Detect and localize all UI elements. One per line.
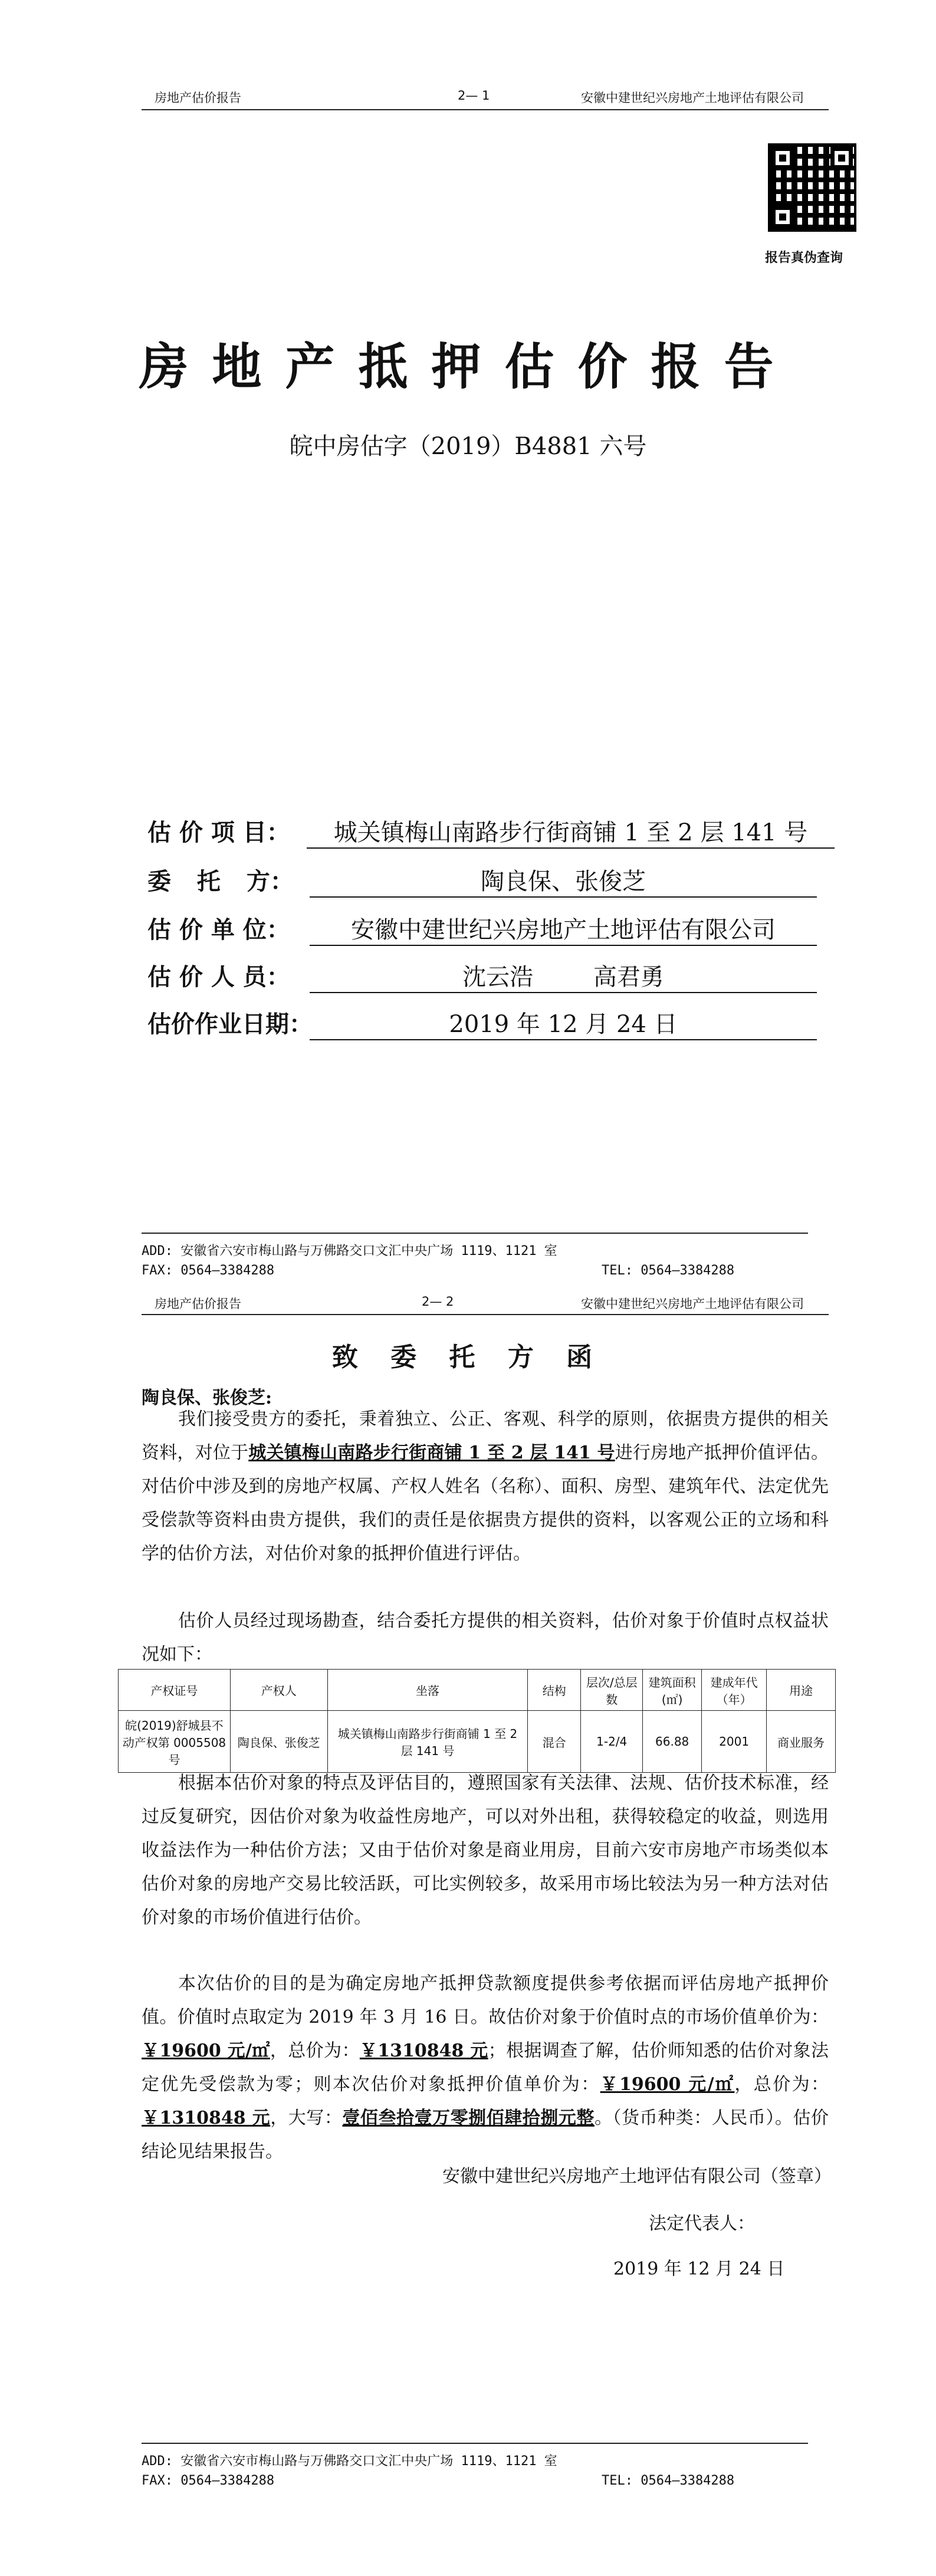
letter-paragraph-2: 估价人员经过现场勘查，结合委托方提供的相关资料，估价对象于价值时点权益状况如下： xyxy=(142,1611,829,1665)
table-cell: 混合 xyxy=(528,1711,581,1773)
field-value-work-date: 2019 年 12 月 24 日 xyxy=(310,1006,817,1040)
table-header-cell: 建成年代（年） xyxy=(702,1670,767,1711)
report-number: 皖中房估字（2019）B4881 六号 xyxy=(289,433,647,460)
letter-paragraph-3: 根据本估价对象的特点及评估目的，遵照国家有关法律、法规、估价技术标准，经过反复研究，因估价对象为收益性房地产，可以对外出租，获得较稳定的收益，则选用收益法作为一种估价方法；又由于估价对象是商业用房，目前六安市房地产市场类似本估价对象的房地产交易比较活跃，可比实例较多，故采用市场比较法为另一种方法对估价对象的市场价值进行估价。 xyxy=(142,1773,829,1928)
page2-header-left: 房地产估价报告 xyxy=(155,1297,241,1311)
mortgage-total-price: ￥1310848 元 xyxy=(142,2108,271,2128)
total-in-chinese: 壹佰叁拾壹万零捌佰肆拾捌元整 xyxy=(342,2108,595,2128)
table-header-cell: 用途 xyxy=(767,1670,836,1711)
mortgage-unit-price: ￥19600 元/㎡ xyxy=(600,2074,735,2095)
field-value-client: 陶良保、张俊芝 xyxy=(310,863,817,898)
field-label-client: 委 托 方： xyxy=(147,868,294,895)
table-cell: 商业服务 xyxy=(767,1711,836,1773)
page1-footer-rule xyxy=(142,1233,808,1234)
table-header-cell: 结构 xyxy=(528,1670,581,1711)
field-value-project: 城关镇梅山南路步行街商铺 1 至 2 层 141 号 xyxy=(307,814,835,849)
page2-header-page: 2— 2 xyxy=(422,1294,454,1309)
property-info-table xyxy=(118,1669,836,1773)
table-cell: 城关镇梅山南路步行街商铺 1 至 2 层 141 号 xyxy=(327,1711,528,1773)
table-cell: 陶良保、张俊芝 xyxy=(230,1711,327,1773)
report-title: 房地产抵押估价报告 xyxy=(139,337,797,396)
page1-footer-fax: FAX: 0564—3384288 xyxy=(142,1263,275,1278)
page2-header-right: 安徽中建世纪兴房地产土地评估有限公司 xyxy=(581,1297,804,1311)
property-address: 城关镇梅山南路步行街商铺 1 至 2 层 141 号 xyxy=(248,1443,615,1463)
table-header-cell: 建筑面积(㎡) xyxy=(643,1670,702,1711)
letter-title: 致 委 托 方 函 xyxy=(331,1342,605,1372)
page2-footer-fax: FAX: 0564—3384288 xyxy=(142,2473,275,2488)
table-header-row xyxy=(119,1670,836,1711)
table-cell: 1-2/4 xyxy=(581,1711,643,1773)
page2-header-rule xyxy=(142,1314,829,1315)
page2-footer-address: ADD: 安徽省六安市梅山路与万佛路交口文汇中央广场 1119、1121 室 xyxy=(142,2454,557,2469)
letter-paragraph-1: 我们接受贵方的委托，秉着独立、公正、客观、科学的原则，依据贵方提供的相关资料，对位于城关镇梅山南路步行街商铺 1 至 2 层 141 号进行房地产抵押价值评估。对估价中涉及到的房地产权属、产权人姓名（名称）、面积、房型、建筑年代、法定优先受偿款等资料由贵方提供，我们的责任是依据贵方提供的资料，以客观公正的立场和科学的估价方法，对估价对象的抵押价值进行评估。 xyxy=(142,1409,829,1564)
table-header-cell: 层次/总层数 xyxy=(581,1670,643,1711)
field-label-work-date: 估价作业日期： xyxy=(147,1010,313,1038)
qr-caption: 报告真伪查询 xyxy=(765,251,843,265)
market-total-price: ￥1310848 元 xyxy=(359,2041,488,2061)
market-unit-price: ￥19600 元/㎡ xyxy=(142,2041,270,2061)
table-cell: 皖(2019)舒城县不动产权第 0005508 号 xyxy=(119,1711,231,1773)
signature-company: 安徽中建世纪兴房地产土地评估有限公司（签章） xyxy=(442,2166,832,2187)
field-label-appraisers: 估 价 人 员： xyxy=(147,963,290,991)
field-value-appraisers: 沈云浩 高君勇 xyxy=(310,958,817,993)
signature-date: 2019 年 12 月 24 日 xyxy=(613,2259,785,2279)
letter-paragraph-4: 本次估价的目的是为确定房地产抵押贷款额度提供参考依据而评估房地产抵押价值。价值时点取定为 2019 年 3 月 16 日。故估价对象于价值时点的市场价值单价为：￥19600 元/㎡，总价为：￥1310848 元；根据调查了解，估价师知悉的估价对象法定优先受偿款为零；则本次估价对象抵押价值单价为：￥19600 元/㎡，总价为：￥1310848 元，大写：壹佰叁拾壹万零捌佰肆拾捌元整。（货币种类：人民币）。估价结论见结果报告。 xyxy=(142,1973,829,2162)
page2-footer-tel: TEL: 0564—3384288 xyxy=(602,2473,735,2488)
letter-salutation: 陶良保、张俊芝: xyxy=(142,1388,272,1408)
page1-header-right: 安徽中建世纪兴房地产土地评估有限公司 xyxy=(581,91,804,105)
field-value-valuer-unit: 安徽中建世纪兴房地产土地评估有限公司 xyxy=(310,911,817,946)
qr-code xyxy=(768,143,856,232)
page1-header-rule xyxy=(142,109,829,110)
table-header-cell: 产权证号 xyxy=(119,1670,231,1711)
table-cell: 66.88 xyxy=(643,1711,702,1773)
signature-legal-rep: 法定代表人： xyxy=(649,2213,755,2234)
field-label-project: 估 价 项 目： xyxy=(147,819,290,846)
table-header-cell: 产权人 xyxy=(230,1670,327,1711)
table-cell: 2001 xyxy=(702,1711,767,1773)
page1-header-page: 2— 1 xyxy=(458,88,490,103)
table-row xyxy=(119,1711,836,1773)
page1-footer-tel: TEL: 0564—3384288 xyxy=(602,1263,735,1278)
page1-footer-address: ADD: 安徽省六安市梅山路与万佛路交口文汇中央广场 1119、1121 室 xyxy=(142,1244,557,1259)
page2-footer-rule xyxy=(142,2443,808,2444)
page1-header-left: 房地产估价报告 xyxy=(155,91,241,105)
table-header-cell: 坐落 xyxy=(327,1670,528,1711)
field-label-valuer-unit: 估 价 单 位： xyxy=(147,916,290,944)
